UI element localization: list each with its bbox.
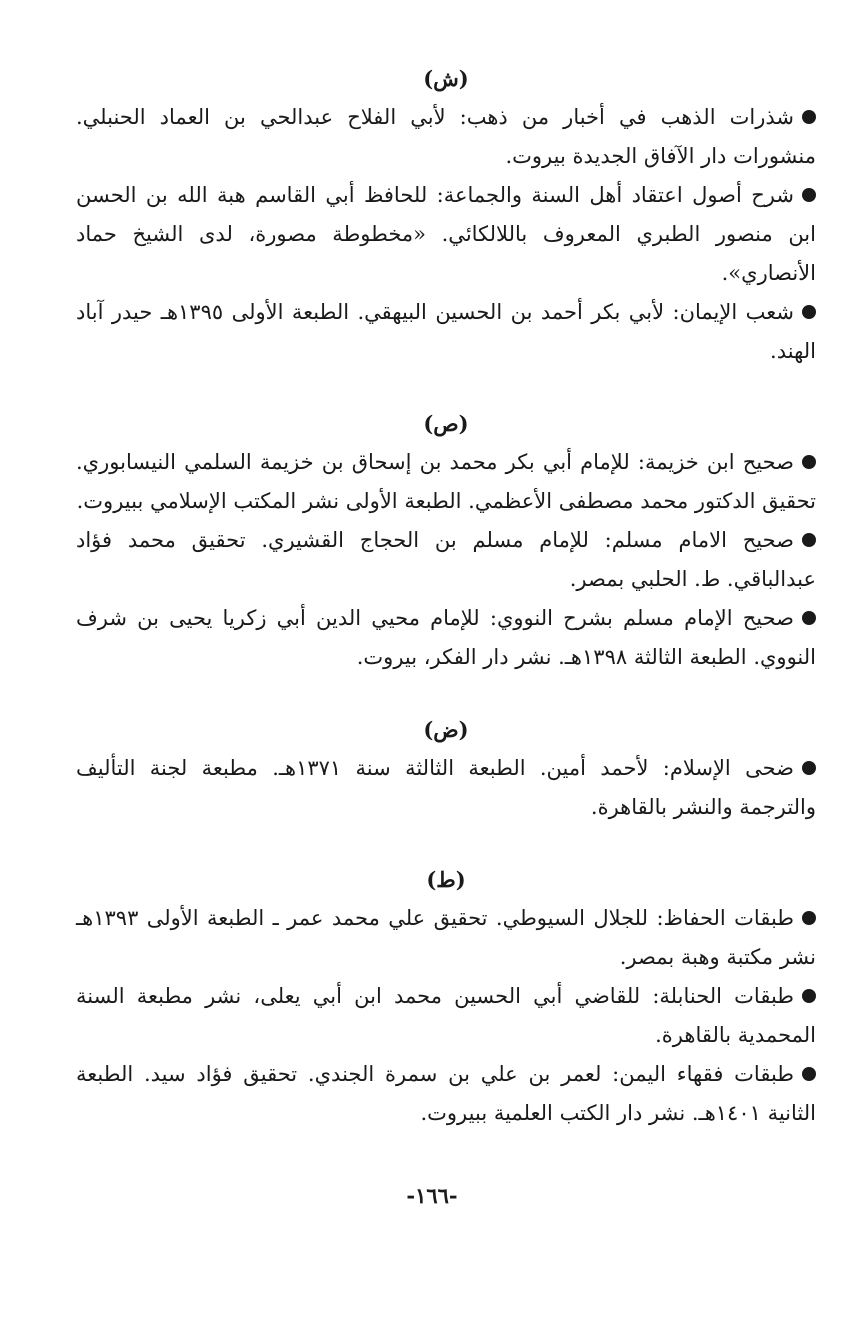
bibliography-entry: صحيح ابن خزيمة: للإمام أبي بكر محمد بن إسحاق بن خزيمة السلمي النيسابوري. تحقيق الدكتور محمد مصطفى الأعظمي. الطبعة الأولى نشر المكتب الإسلامي ببيروت. [76, 450, 816, 513]
bullet-icon [802, 761, 816, 775]
section-heading: (ط) [426, 867, 466, 892]
section-heading: (ش) [423, 66, 469, 91]
bullet-icon [802, 305, 816, 319]
bullet-icon [802, 533, 816, 547]
bibliography-entry: صحيح الإمام مسلم بشرح النووي: للإمام محيي الدين أبي زكريا يحيى بن شرف النووي. الطبعة الثالثة ١٣٩٨هـ. نشر دار الفكر، بيروت. [76, 606, 816, 669]
section-spacer [76, 827, 816, 861]
section-spacer [76, 371, 816, 405]
bibliography-page [76, 60, 816, 1133]
bibliography-entry: طبقات الحفاظ: للجلال السيوطي. تحقيق علي محمد عمر ـ الطبعة الأولى ١٣٩٣هـ نشر مكتبة وهبة بمصر. [76, 906, 816, 969]
section-shin [76, 60, 816, 371]
section-sad [76, 405, 816, 677]
section-dad [76, 711, 816, 827]
section-ta [76, 861, 816, 1133]
bullet-icon [802, 1067, 816, 1081]
bibliography-entry: صحيح الامام مسلم: للإمام مسلم بن الحجاج القشيري. تحقيق محمد فؤاد عبدالباقي. ط. الحلبي بمصر. [76, 528, 816, 591]
bullet-icon [802, 989, 816, 1003]
bibliography-entry: شذرات الذهب في أخبار من ذهب: لأبي الفلاح عبدالحي بن العماد الحنبلي. منشورات دار الآفاق الجديدة بيروت. [76, 105, 816, 168]
section-heading: (ض) [423, 717, 469, 742]
bibliography-entry: شعب الإيمان: لأبي بكر أحمد بن الحسين البيهقي. الطبعة الأولى ١٣٩٥هـ حيدر آباد الهند. [76, 300, 816, 363]
bibliography-entry: ضحى الإسلام: لأحمد أمين. الطبعة الثالثة سنة ١٣٧١هـ. مطبعة لجنة التأليف والترجمة والنشر بالقاهرة. [76, 756, 816, 819]
bibliography-entry: شرح أصول اعتقاد أهل السنة والجماعة: للحافظ أبي القاسم هبة الله بن الحسن ابن منصور الطبري المعروف باللالكائي. «مخطوطة مصورة، لدى الشيخ حماد الأنصاري». [76, 183, 816, 285]
bibliography-entry: طبقات الحنابلة: للقاضي أبي الحسين محمد ابن أبي يعلى، نشر مطبعة السنة المحمدية بالقاهرة. [76, 984, 816, 1047]
bibliography-entry: طبقات فقهاء اليمن: لعمر بن علي بن سمرة الجندي. تحقيق فؤاد سيد. الطبعة الثانية ١٤٠١هـ. نشر دار الكتب العلمية ببيروت. [76, 1062, 816, 1125]
bullet-icon [802, 611, 816, 625]
bullet-icon [802, 911, 816, 925]
page-number: -١٦٦- [406, 1183, 458, 1208]
bullet-icon [802, 455, 816, 469]
section-heading: (ص) [423, 411, 469, 436]
bullet-icon [802, 188, 816, 202]
bullet-icon [802, 110, 816, 124]
section-spacer [76, 677, 816, 711]
